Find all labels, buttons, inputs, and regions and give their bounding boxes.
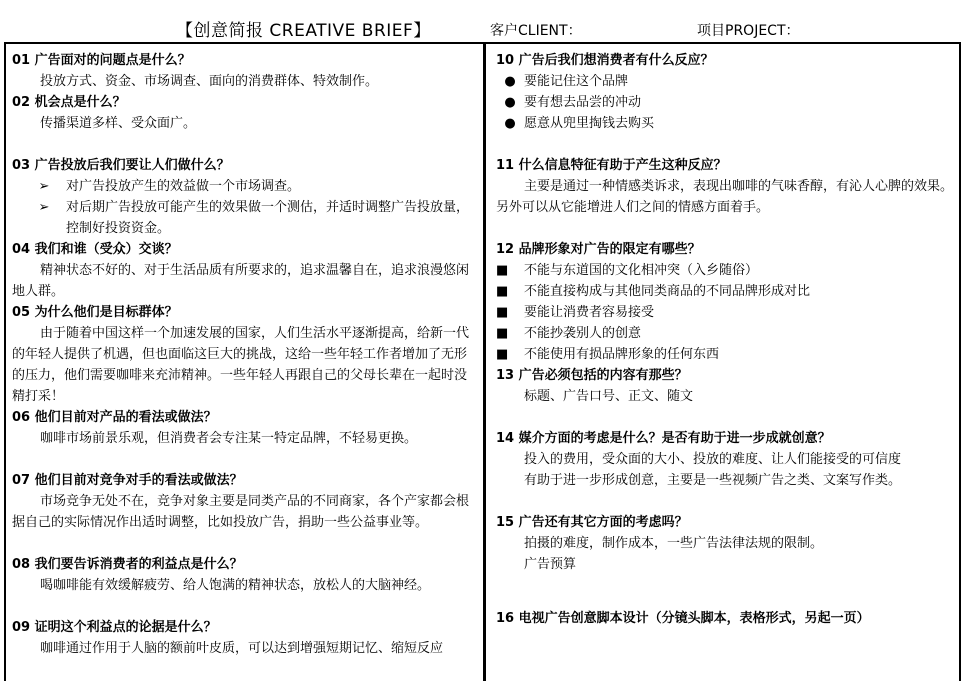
answer-09: 咖啡通过作用于人脑的额前叶皮质，可以达到增强短期记忆、缩短反应 <box>40 641 444 656</box>
column-divider <box>483 42 486 681</box>
answer-15-line-1: 拍摄的难度，制作成本，一些广告法律法规的限制。 <box>524 536 824 551</box>
question-07: 07 他们目前对竞争对手的看法或做法？ <box>12 473 243 488</box>
question-05: 05 为什么他们是目标群体？ <box>12 305 178 320</box>
list-item-text: 对广告投放产生的效益做一个市场调查。 <box>66 179 301 194</box>
answer-01: 投放方式、资金、市场调查、面向的消费群体、特效制作。 <box>40 74 379 89</box>
answer-08: 喝咖啡能有效缓解疲劳、给人饱满的精神状态，放松人的大脑神经。 <box>40 578 431 593</box>
question-10: 10 广告后我们想消费者有什么反应？ <box>496 53 714 68</box>
answer-14-line-1: 投入的费用，受众面的大小、投放的难度、让人们能接受的可信度 <box>524 452 902 467</box>
bullet-dot-icon: ● <box>504 95 516 110</box>
answer-15-line-2: 广告预算 <box>524 557 577 572</box>
brief-title: 【创意简报 CREATIVE BRIEF】 <box>176 21 431 41</box>
list-item <box>496 113 956 134</box>
list-item <box>496 260 956 281</box>
square-bullet-icon: ■ <box>496 326 509 341</box>
answer-05: 由于随着中国这样一个加速发展的国家，人们生活水平逐渐提高，给新一代的年轻人提供了机遇，但也面临这巨大的挑战，这给一些年轻工作者增加了无形的压力，他们需要咖啡来充沛精神。一些年轻人再跟自己的父母长辈在一起时没精打采！ <box>12 326 470 404</box>
square-bullet-icon: ■ <box>496 263 509 278</box>
question-09: 09 证明这个利益点的论据是什么？ <box>12 620 217 635</box>
left-column <box>12 50 478 659</box>
question-02: 02 机会点是什么？ <box>12 95 126 110</box>
project-label: 项目PROJECT： <box>697 23 800 39</box>
question-06: 06 他们目前对产品的看法或做法？ <box>12 410 217 425</box>
list-item-text: 要能记住这个品牌 <box>524 74 629 89</box>
answer-07: 市场竞争无处不在，竞争对象主要是同类产品的不同商家，各个产家都会根据自己的实际情况作出适时调整，比如投放广告，捐助一些公益事业等。 <box>12 494 470 530</box>
arrow-bullet-icon: ➢ <box>38 179 50 194</box>
list-item-text: 愿意从兜里掏钱去购买 <box>524 116 655 131</box>
question-15: 15 广告还有其它方面的考虑吗？ <box>496 515 688 530</box>
answer-06: 咖啡市场前景乐观，但消费者会专注某一特定品牌，不轻易更换。 <box>40 431 418 446</box>
list-item-text: 不能使用有损品牌形象的任何东西 <box>524 347 720 362</box>
bullet-dot-icon: ● <box>504 74 516 89</box>
answer-14-line-2: 有助于进一步形成创意，主要是一些视频广告之类、文案写作类。 <box>524 473 902 488</box>
list-item <box>496 92 956 113</box>
square-bullet-icon: ■ <box>496 305 509 320</box>
list-item <box>496 323 956 344</box>
question-04: 04 我们和谁（受众）交谈？ <box>12 242 178 257</box>
answer-13: 标题、广告口号、正文、随文 <box>524 389 694 404</box>
square-bullet-icon: ■ <box>496 347 509 362</box>
answer-04: 精神状态不好的、对于生活品质有所要求的，追求温馨自在，追求浪漫悠闲地人群。 <box>12 263 470 299</box>
list-item-text: 对后期广告投放可能产生的效果做一个测估，并适时调整广告投放量，控制好投资资金。 <box>66 200 470 236</box>
arrow-bullet-icon: ➢ <box>38 200 50 215</box>
list-item <box>496 302 956 323</box>
list-item-text: 不能与东道国的文化相冲突（入乡随俗） <box>524 263 759 278</box>
bullet-dot-icon: ● <box>504 116 516 131</box>
list-item <box>496 344 956 365</box>
question-11: 11 什么信息特征有助于产生这种反应？ <box>496 158 727 173</box>
question-03: 03 广告投放后我们要让人们做什么？ <box>12 158 230 173</box>
question-01: 01 广告面对的问题点是什么？ <box>12 53 191 68</box>
list-item-text: 要能让消费者容易接受 <box>524 305 655 320</box>
question-13: 13 广告必须包括的内容有那些？ <box>496 368 688 383</box>
client-label: 客户CLIENT： <box>490 23 582 39</box>
list-item <box>496 71 956 92</box>
list-item-text: 不能抄袭别人的创意 <box>524 326 642 341</box>
question-16: 16 电视广告创意脚本设计（分镜头脚本，表格形式，另起一页） <box>496 611 870 626</box>
brief-header <box>0 0 965 42</box>
square-bullet-icon: ■ <box>496 284 509 299</box>
question-14: 14 媒介方面的考虑是什么？是否有助于进一步成就创意？ <box>496 431 831 446</box>
list-item <box>496 281 956 302</box>
question-08: 08 我们要告诉消费者的利益点是什么？ <box>12 557 243 572</box>
list-item-text: 要有想去品尝的冲动 <box>524 95 642 110</box>
answer-11: 主要是通过一种情感类诉求，表现出咖啡的气味香醇，有沁人心脾的效果。另外可以从它能增进人们之间的情感方面着手。 <box>496 179 954 215</box>
list-item-text: 不能直接构成与其他同类商品的不同品牌形成对比 <box>524 284 811 299</box>
list-item <box>12 176 478 197</box>
answer-02: 传播渠道多样、受众面广。 <box>40 116 197 131</box>
right-column <box>496 50 956 629</box>
list-item <box>12 197 478 239</box>
question-12: 12 品牌形象对广告的限定有哪些？ <box>496 242 701 257</box>
